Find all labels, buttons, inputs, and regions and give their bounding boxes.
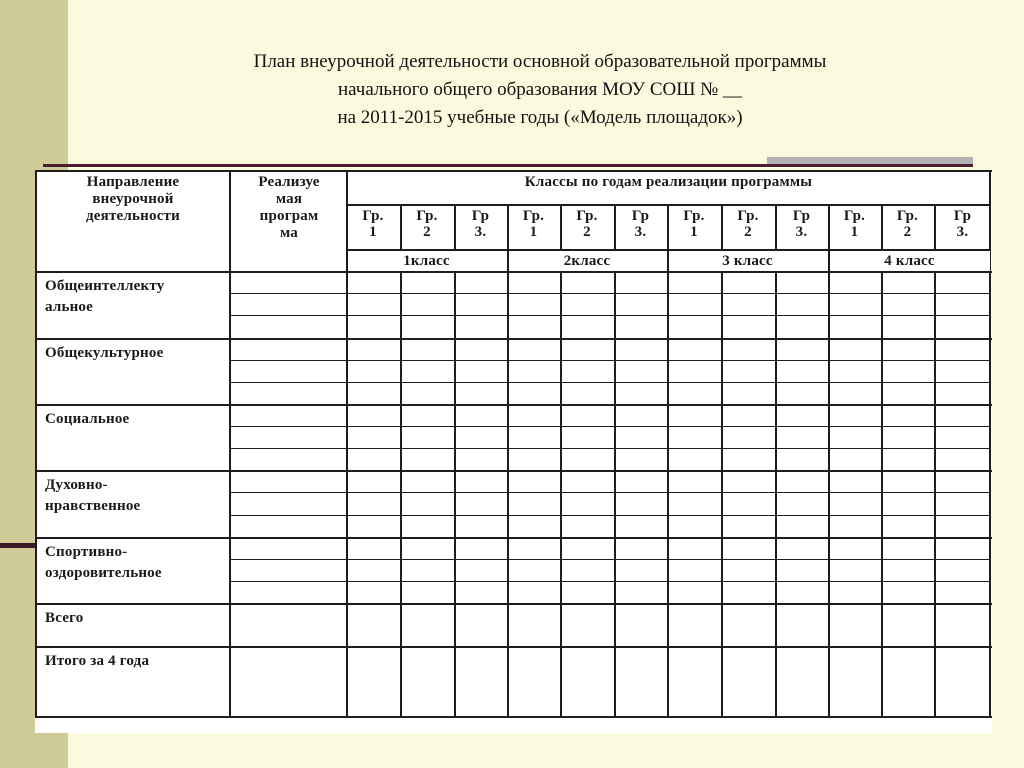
group-header: [507, 208, 560, 240]
sub-row-divider: [231, 492, 991, 493]
title-line-2: начального общего образования МОУ СОШ № __: [337, 79, 743, 100]
group-header: [560, 208, 614, 240]
row-label-line: Спортивно-: [45, 544, 128, 560]
group-column-divider: [560, 204, 562, 718]
sub-row-divider: [231, 360, 991, 361]
row-label: [45, 542, 229, 584]
class-label-divider: [828, 249, 830, 271]
header-direction-line: Направление: [86, 174, 180, 190]
row-label: [45, 651, 229, 672]
sub-row-divider: [231, 515, 991, 516]
group-header: [400, 208, 454, 240]
class-label-divider: [507, 249, 509, 271]
group-header: [721, 208, 775, 240]
header-direction-line: деятельности: [86, 208, 180, 224]
group-column-divider: [400, 204, 402, 718]
group-header-line: 2: [583, 224, 591, 240]
class-label: 1класс: [403, 253, 450, 269]
group-header-line: 2: [423, 224, 431, 240]
group-column-divider: [721, 204, 723, 718]
row-label-line: Социальное: [45, 411, 130, 427]
class-label-divider: [667, 249, 669, 271]
group-header-line: Гр.: [576, 208, 598, 224]
row-divider: [35, 338, 992, 340]
group-column-divider: [828, 204, 830, 718]
row-label-line: Всего: [45, 610, 84, 626]
row-label-line: альное: [45, 299, 93, 315]
group-header-line: Гр.: [843, 208, 866, 224]
group-header-line: Гр: [953, 208, 972, 224]
page-title: [60, 48, 1020, 132]
group-header-line: 1: [850, 224, 859, 240]
header-program-line: програм: [259, 208, 319, 224]
header-direction: [39, 174, 227, 225]
group-header-line: 3.: [795, 224, 808, 240]
row-divider: [35, 646, 992, 648]
header-classes-title-line: [346, 204, 991, 206]
sub-row-divider: [231, 426, 991, 427]
group-header-line: Гр.: [416, 208, 438, 224]
group-column-divider: [614, 204, 616, 718]
row-label-line: Общеинтеллекту: [45, 278, 165, 294]
group-header-line: 1: [369, 224, 377, 240]
group-header-line: 2: [903, 224, 912, 240]
row-label: [45, 608, 229, 629]
group-header-line: Гр: [471, 208, 490, 224]
sub-row-divider: [231, 293, 991, 294]
left-band-accent-line: [0, 543, 36, 548]
group-header-line: Гр.: [683, 208, 705, 224]
row-label: [45, 475, 229, 517]
class-label: 4 класс: [884, 253, 935, 269]
group-header: [454, 208, 507, 240]
header-bottom-line: [35, 271, 992, 273]
row-label-line: Духовно-: [45, 477, 108, 493]
row-label-line: Общекультурное: [45, 345, 164, 361]
sub-row-divider: [231, 382, 991, 383]
title-line-3: на 2011-2015 учебные годы («Модель площадок»): [337, 107, 743, 128]
sub-row-divider: [231, 581, 991, 582]
row-divider: [35, 470, 992, 472]
header-direction-line: внеурочной: [92, 191, 174, 207]
row-divider: [35, 404, 992, 406]
group-header-line: Гр.: [362, 208, 384, 224]
group-column-divider: [881, 204, 883, 718]
title-line-1: План внеурочной деятельности основной образовательной программы: [253, 51, 827, 72]
group-header-line: 3.: [634, 224, 647, 240]
row-label: [45, 276, 229, 318]
group-column-divider: [775, 204, 777, 718]
table-left-border: [35, 170, 37, 718]
header-program-line: мая: [275, 191, 303, 207]
group-header: [614, 208, 667, 240]
row-label-line: нравственное: [45, 498, 141, 514]
group-header-line: Гр: [631, 208, 650, 224]
header-program: [233, 174, 345, 242]
sub-row-divider: [231, 448, 991, 449]
col-divider-direction: [229, 170, 231, 718]
scanned-table-sheet: [35, 170, 992, 733]
group-header-line: 1: [690, 224, 698, 240]
class-label: 2класс: [563, 253, 611, 269]
group-header-line: 3.: [474, 224, 487, 240]
sub-row-divider: [231, 559, 991, 560]
sub-row-divider: [231, 315, 991, 316]
table-top-border: [35, 170, 992, 172]
header-classes-title: Классы по годам реализации программы: [524, 174, 813, 190]
title-divider-line: [43, 164, 973, 167]
header-program-line: ма: [279, 225, 298, 241]
row-divider: [35, 603, 992, 605]
group-column-divider: [667, 204, 669, 718]
group-header-line: Гр.: [737, 208, 759, 224]
group-header: [881, 208, 934, 240]
row-label: [45, 343, 229, 364]
group-column-divider: [934, 204, 936, 718]
group-header-line: 1: [529, 224, 538, 240]
group-header-line: Гр: [792, 208, 811, 224]
group-header-line: Гр.: [896, 208, 919, 224]
row-label: [45, 409, 229, 430]
group-header: [828, 208, 881, 240]
group-header-line: Гр.: [522, 208, 545, 224]
header-program-line: Реализуе: [258, 174, 320, 190]
row-label-line: оздоровительное: [45, 565, 162, 581]
group-header: [934, 208, 991, 240]
group-header-line: 3.: [956, 224, 969, 240]
row-label-line: Итого за 4 года: [45, 653, 150, 669]
table-bottom-border: [35, 716, 992, 718]
row-divider: [35, 537, 992, 539]
group-header-line: 2: [744, 224, 752, 240]
group-header: [775, 208, 828, 240]
group-column-divider: [454, 204, 456, 718]
class-label: 3 класс: [722, 253, 773, 269]
group-header: [346, 208, 400, 240]
group-column-divider: [507, 204, 509, 718]
group-header: [667, 208, 721, 240]
